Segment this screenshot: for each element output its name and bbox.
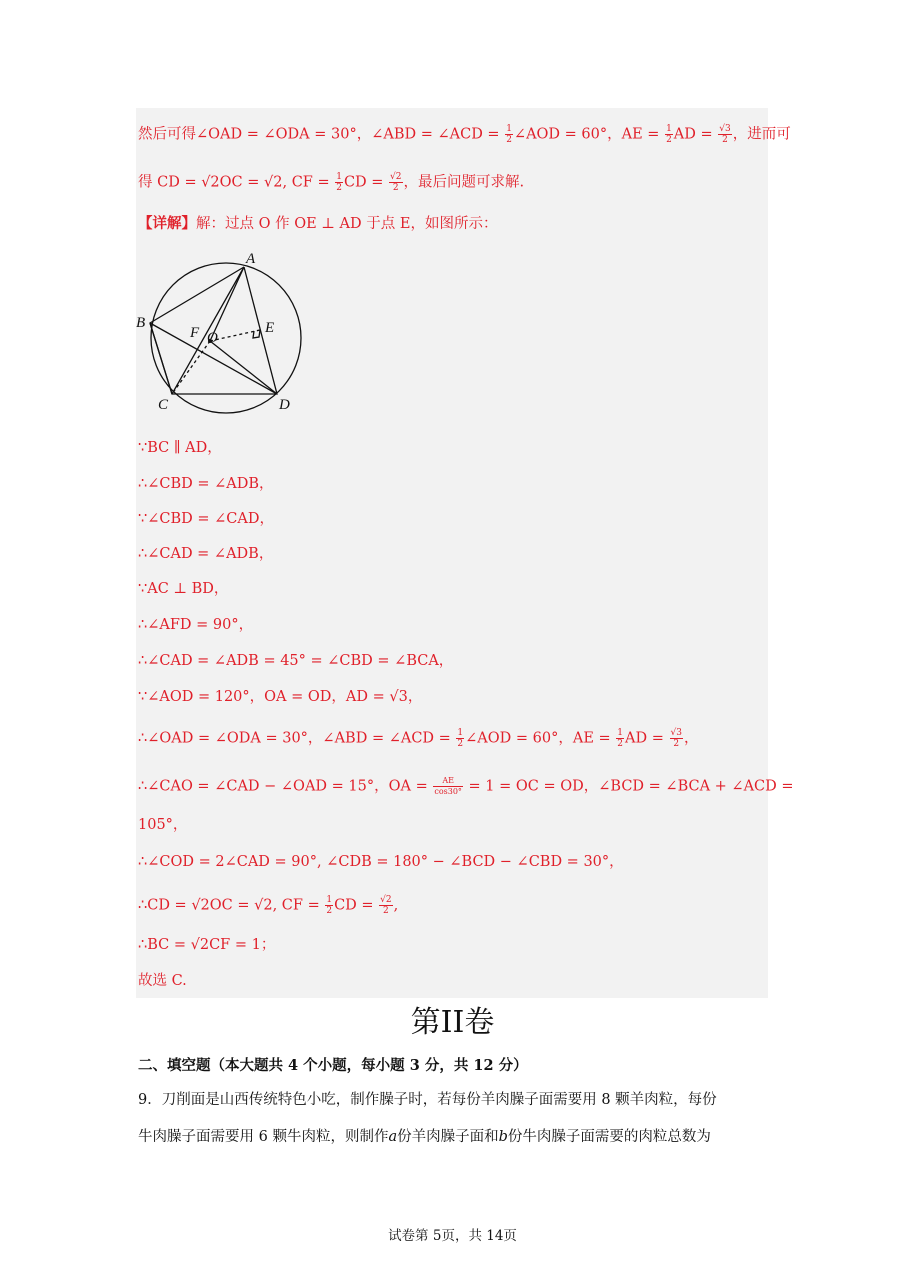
question-9-line-2: 牛肉臊子面需要用 6 颗牛肉粒，则制作𝑎份羊肉臊子面和𝑏份牛肉臊子面需要的肉粒总数为	[138, 1129, 711, 1145]
solution-step: ∴∠OAD = ∠ODA = 30°，∠ABD = ∠ACD = $\frac{1}{2}$ ∠AOD = 60°，AE = $\frac{1}{2}$ AD = $\frac{√3}{2}$ ，	[138, 728, 699, 749]
solution-step: 故选 C.	[138, 973, 187, 989]
right-angle-mark	[253, 330, 260, 338]
solution-step: ∴∠AFD = 90°，	[138, 617, 254, 633]
solution-step: ∴BC = √2CF = 1；	[138, 937, 276, 953]
solution-step: ∴∠CAD = ∠ADB，	[138, 546, 274, 562]
label-e: E	[265, 320, 275, 336]
label-c: C	[158, 397, 169, 413]
label-b: B	[136, 315, 146, 331]
detail-line: 【详解】解：过点 O 作 OE ⊥ AD 于点 E，如图所示：	[138, 215, 498, 232]
solution-step: ∴∠COD = 2∠CAD = 90°, ∠CDB = 180° − ∠BCD − ∠CBD = 30°，	[138, 854, 624, 870]
question-9-line-1: 9．刀削面是山西传统特色小吃，制作臊子时，若每份羊肉臊子面需要用 8 颗羊肉粒，每份	[138, 1092, 717, 1108]
solution-step: ∵AC ⊥ BD，	[138, 581, 229, 597]
solution-step: 105°，	[138, 817, 188, 833]
label-a: A	[246, 251, 256, 267]
solution-step: ∴CD = √2OC = √2, CF = $\frac{1}{2}$ CD = $\frac{√2}{2}$ ,	[138, 895, 399, 916]
section-heading: 二、填空题（本大题共 4 个小题，每小题 3 分，共 12 分）	[138, 1057, 528, 1074]
solution-step: ∵BC ∥ AD，	[138, 440, 222, 456]
solution-step: ∴∠CBD = ∠ADB，	[138, 476, 274, 492]
detail-tag: 【详解】	[138, 215, 196, 232]
page-footer: 试卷第 5页，共 14页	[388, 1228, 517, 1244]
label-o: O	[207, 330, 218, 346]
solution-line: 得 CD = √2OC = √2, CF = $\frac{1}{2}$ CD = $\frac{√2}{2}$ ，最后问题可求解.	[138, 172, 525, 193]
solution-step: ∴∠CAO = ∠CAD − ∠OAD = 15°，OA = $\frac{AE}{\cos 30^\circ}$ = 1 = OC = OD，∠BCD = ∠BCA + ∠ACD =	[138, 776, 794, 796]
solution-step: ∵∠AOD = 120°，OA = OD，AD = √3，	[138, 689, 423, 705]
label-d: D	[279, 397, 290, 413]
circle-geometry-figure	[134, 246, 314, 418]
solution-line: 然后可得∠OAD = ∠ODA = 30°，∠ABD = ∠ACD = $\frac{1}{2}$ ∠AOD = 60°，AE = $\frac{1}{2}$ AD = $\frac{√3}{2}$ ，进而可	[138, 124, 791, 145]
part-title: 第II卷	[410, 1005, 495, 1040]
solution-step: ∴∠CAD = ∠ADB = 45° = ∠CBD = ∠BCA，	[138, 653, 454, 669]
segment-oc-dashed	[172, 341, 210, 394]
label-f: F	[190, 325, 200, 341]
segment-od	[210, 341, 277, 394]
solution-step: ∵∠CBD = ∠CAD，	[138, 511, 274, 527]
